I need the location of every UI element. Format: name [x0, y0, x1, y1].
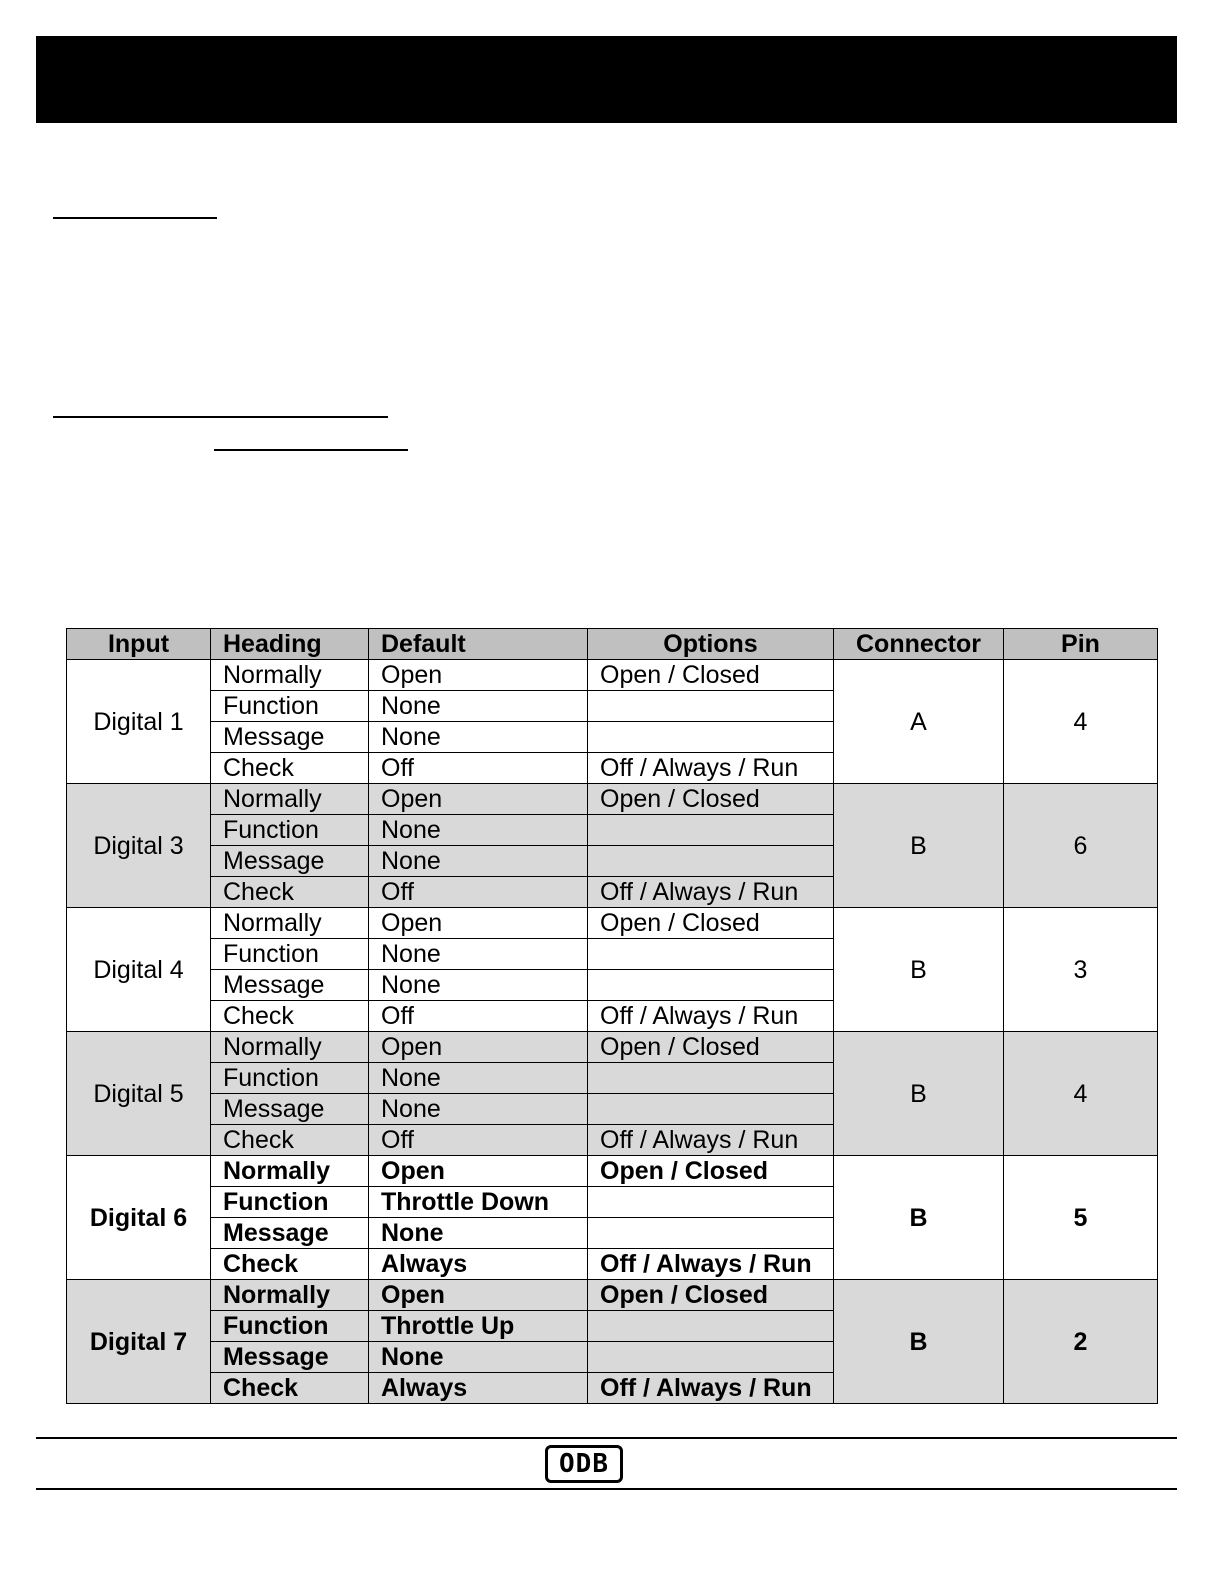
heading-cell: Normally	[211, 908, 369, 939]
heading-cell: Normally	[211, 1032, 369, 1063]
options-cell: Open / Closed	[588, 784, 834, 815]
logo-text: ODB	[559, 1449, 609, 1479]
default-cell: None	[369, 1094, 588, 1125]
default-cell: Off	[369, 1001, 588, 1032]
heading-cell: Normally	[211, 1280, 369, 1311]
input-name-cell: Digital 6	[67, 1156, 211, 1280]
options-cell: Off / Always / Run	[588, 877, 834, 908]
input-name-cell: Digital 3	[67, 784, 211, 908]
table-row	[67, 908, 1158, 939]
default-cell: Off	[369, 1125, 588, 1156]
section-underline-3	[214, 449, 408, 451]
column-header-input: Input	[67, 629, 211, 660]
default-cell: None	[369, 1218, 588, 1249]
heading-cell: Check	[211, 877, 369, 908]
options-cell: Open / Closed	[588, 1280, 834, 1311]
heading-cell: Check	[211, 1373, 369, 1404]
table-row	[67, 784, 1158, 815]
heading-cell: Check	[211, 1001, 369, 1032]
options-cell: Off / Always / Run	[588, 1125, 834, 1156]
options-cell: Off / Always / Run	[588, 1001, 834, 1032]
options-cell: Open / Closed	[588, 660, 834, 691]
heading-cell: Function	[211, 1311, 369, 1342]
options-cell	[588, 1063, 834, 1094]
default-cell: Open	[369, 1032, 588, 1063]
table-header-row	[67, 629, 1158, 660]
default-cell: Always	[369, 1373, 588, 1404]
default-cell: Throttle Up	[369, 1311, 588, 1342]
heading-cell: Message	[211, 1218, 369, 1249]
options-cell: Off / Always / Run	[588, 1249, 834, 1280]
header-bar	[36, 36, 1177, 123]
odb-logo	[545, 1445, 623, 1483]
heading-cell: Message	[211, 846, 369, 877]
pin-cell: 5	[1004, 1156, 1158, 1280]
heading-cell: Check	[211, 1249, 369, 1280]
heading-cell: Normally	[211, 1156, 369, 1187]
heading-cell: Function	[211, 939, 369, 970]
pin-cell: 4	[1004, 1032, 1158, 1156]
default-cell: None	[369, 1342, 588, 1373]
default-cell: None	[369, 691, 588, 722]
default-cell: None	[369, 722, 588, 753]
footer-rule-bottom	[36, 1488, 1177, 1490]
options-cell	[588, 939, 834, 970]
connector-cell: A	[834, 660, 1004, 784]
heading-cell: Function	[211, 691, 369, 722]
column-header-options: Options	[588, 629, 834, 660]
default-cell: Open	[369, 908, 588, 939]
options-cell	[588, 970, 834, 1001]
default-cell: Open	[369, 660, 588, 691]
options-cell	[588, 691, 834, 722]
heading-cell: Function	[211, 815, 369, 846]
default-cell: None	[369, 939, 588, 970]
heading-cell: Message	[211, 1094, 369, 1125]
heading-cell: Message	[211, 722, 369, 753]
heading-cell: Function	[211, 1187, 369, 1218]
input-name-cell: Digital 7	[67, 1280, 211, 1404]
column-header-default: Default	[369, 629, 588, 660]
default-cell: None	[369, 1063, 588, 1094]
default-cell: Off	[369, 753, 588, 784]
default-cell: None	[369, 970, 588, 1001]
options-cell: Open / Closed	[588, 1032, 834, 1063]
options-cell	[588, 1094, 834, 1125]
heading-cell: Normally	[211, 784, 369, 815]
default-cell: None	[369, 846, 588, 877]
input-name-cell: Digital 4	[67, 908, 211, 1032]
options-cell	[588, 1342, 834, 1373]
default-cell: Open	[369, 784, 588, 815]
default-cell: Off	[369, 877, 588, 908]
options-cell: Open / Closed	[588, 908, 834, 939]
options-cell: Open / Closed	[588, 1156, 834, 1187]
footer-rule-top	[36, 1437, 1177, 1439]
default-cell: Open	[369, 1156, 588, 1187]
options-cell	[588, 1311, 834, 1342]
digital-input-table	[66, 628, 1158, 1404]
pin-cell: 2	[1004, 1280, 1158, 1404]
table-row	[67, 660, 1158, 691]
connector-cell: B	[834, 1280, 1004, 1404]
heading-cell: Function	[211, 1063, 369, 1094]
column-header-connector: Connector	[834, 629, 1004, 660]
pin-cell: 4	[1004, 660, 1158, 784]
options-cell	[588, 722, 834, 753]
default-cell: Always	[369, 1249, 588, 1280]
default-cell: None	[369, 815, 588, 846]
options-cell	[588, 1218, 834, 1249]
table-body	[67, 660, 1158, 1404]
connector-cell: B	[834, 908, 1004, 1032]
options-cell	[588, 846, 834, 877]
section-underline-1	[53, 217, 217, 219]
section-underline-2	[53, 416, 388, 418]
options-cell	[588, 815, 834, 846]
column-header-heading: Heading	[211, 629, 369, 660]
table-row	[67, 1156, 1158, 1187]
options-cell: Off / Always / Run	[588, 753, 834, 784]
input-name-cell: Digital 1	[67, 660, 211, 784]
table-row	[67, 1032, 1158, 1063]
table-row	[67, 1280, 1158, 1311]
connector-cell: B	[834, 1032, 1004, 1156]
connector-cell: B	[834, 784, 1004, 908]
heading-cell: Message	[211, 970, 369, 1001]
connector-cell: B	[834, 1156, 1004, 1280]
input-name-cell: Digital 5	[67, 1032, 211, 1156]
heading-cell: Message	[211, 1342, 369, 1373]
options-cell: Off / Always / Run	[588, 1373, 834, 1404]
default-cell: Throttle Down	[369, 1187, 588, 1218]
heading-cell: Normally	[211, 660, 369, 691]
default-cell: Open	[369, 1280, 588, 1311]
pin-cell: 3	[1004, 908, 1158, 1032]
heading-cell: Check	[211, 753, 369, 784]
heading-cell: Check	[211, 1125, 369, 1156]
options-cell	[588, 1187, 834, 1218]
pin-cell: 6	[1004, 784, 1158, 908]
column-header-pin: Pin	[1004, 629, 1158, 660]
